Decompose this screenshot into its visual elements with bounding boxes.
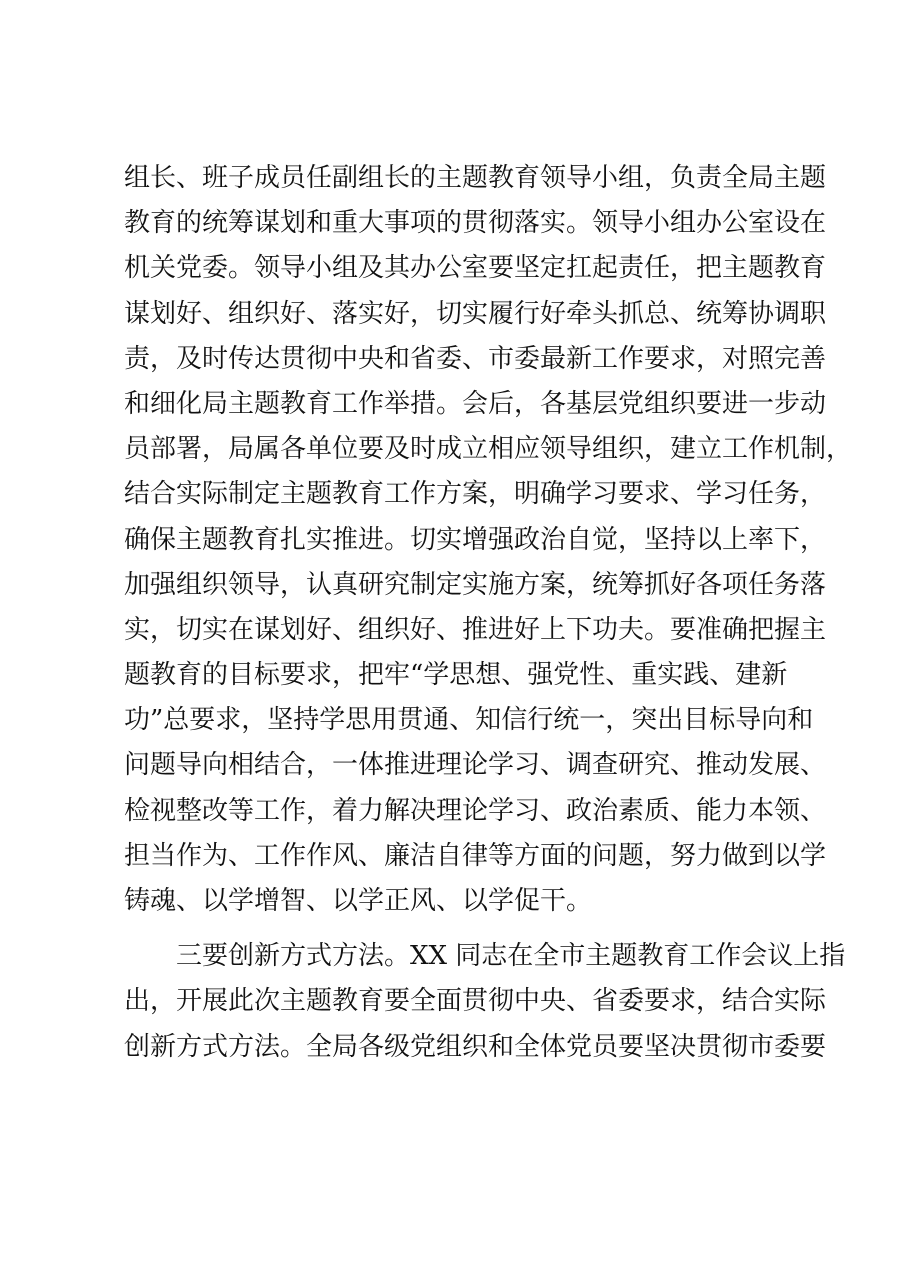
text-line: 加强组织领导，认真研究制定实施方案，统筹抓好各项任务落 [124,569,827,600]
text-line: 谋划好、组织好、落实好，切实履行好牵头抓总、统筹协调职 [124,298,827,329]
text-line: 铸魂、以学增智、以学正风、以学促干。 [124,886,593,916]
text-line: 和细化局主题教育工作举措。会后，各基层党组织要进一步动 [124,388,827,419]
document-body [124,156,853,1070]
text-line: 问题导向相结合，一体推进理论学习、调查研究、推动发展、 [124,750,827,781]
text-line: 出，开展此次主题教育要全面贯彻中央、省委要求，结合实际 [124,986,827,1017]
text-line: 教育的统筹谋划和重大事项的贯彻落实。领导小组办公室设在 [124,208,827,239]
text-line: 题教育的目标要求，把牢“学思想、强党性、重实践、建新 [124,660,788,691]
text-line: 功”总要求，坚持学思用贯通、知信行统一，突出目标导向和 [124,705,814,736]
paragraph-1 [124,156,853,924]
text-line: 机关党委。领导小组及其办公室要坚定扛起责任，把主题教育 [124,253,827,284]
text-line: 担当作为、工作作风、廉洁自律等方面的问题，努力做到以学 [124,840,827,871]
text-line: 确保主题教育扎实推进。切实增强政治自觉，坚持以上率下， [124,524,827,555]
text-line: 检视整改等工作，着力解决理论学习、政治素质、能力本领、 [124,795,827,826]
text-line: 三要创新方式方法。XX 同志在全市主题教育工作会议上指 [176,941,846,972]
text-line: 实，切实在谋划好、组织好、推进好上下功夫。要准确把握主 [124,614,827,645]
paragraph-2 [124,934,846,1070]
text-line: 责，及时传达贯彻中央和省委、市委最新工作要求，对照完善 [124,343,827,374]
text-line: 结合实际制定主题教育工作方案，明确学习要求、学习任务， [124,479,827,510]
paragraph-spacer [124,924,804,934]
text-line: 员部署，局属各单位要及时成立相应领导组织，建立工作机制， [124,434,853,465]
text-line: 创新方式方法。全局各级党组织和全体党员要坚决贯彻市委要 [124,1031,827,1062]
text-line: 组长、班子成员任副组长的主题教育领导小组，负责全局主题 [124,163,827,193]
